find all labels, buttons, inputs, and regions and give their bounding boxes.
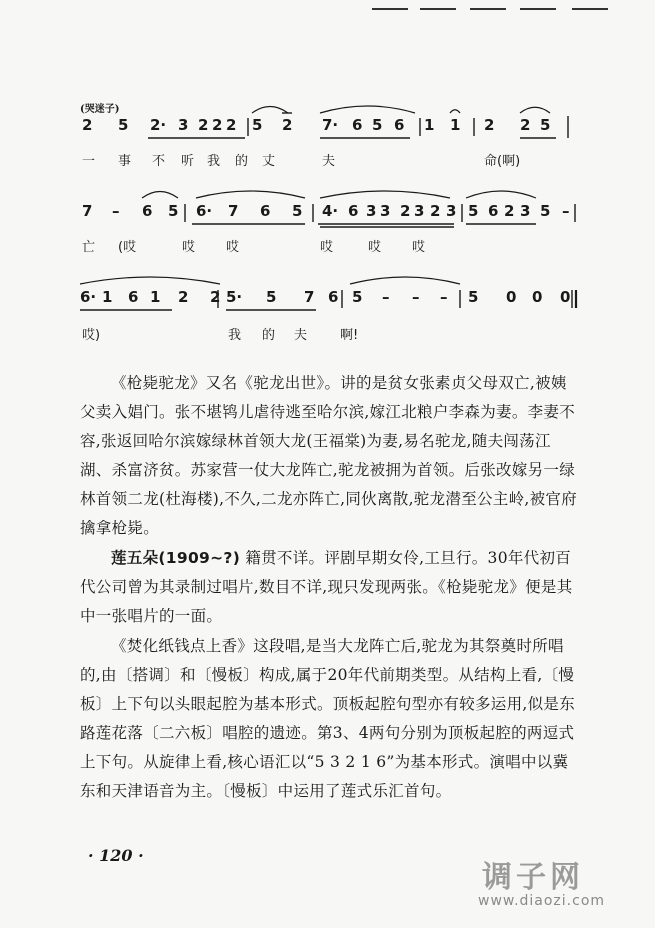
lyric: 一 — [82, 154, 96, 169]
lyric: 哎) — [82, 328, 101, 343]
note: 6 — [394, 116, 405, 134]
note: 5 — [468, 288, 479, 306]
lyric: 命(啊) — [484, 154, 521, 169]
lyric: 丈 — [262, 154, 276, 169]
note: 5 — [168, 202, 179, 220]
note: 6 — [348, 202, 359, 220]
note: 7· — [322, 116, 339, 134]
note: 1 — [102, 288, 113, 306]
note: 2 — [210, 288, 221, 306]
note: – — [382, 288, 390, 306]
note: 5 — [292, 202, 303, 220]
note: 7 — [304, 288, 315, 306]
note: 5 — [352, 288, 363, 306]
lyric: 哎 — [226, 240, 240, 255]
note: 2 — [430, 202, 441, 220]
note: 5 — [468, 202, 479, 220]
note: 3 — [366, 202, 377, 220]
note: 5 — [252, 116, 263, 134]
note: – — [440, 288, 448, 306]
note: 7 — [228, 202, 239, 220]
score-markings — [0, 0, 655, 360]
lyric: 的 — [235, 154, 249, 169]
note: 2 — [484, 116, 495, 134]
note: – — [412, 288, 420, 306]
note: 5· — [226, 288, 243, 306]
lyric: 我 — [207, 154, 221, 169]
lyric: 不 — [152, 154, 166, 169]
note: 0 — [560, 288, 571, 306]
note: 6· — [80, 288, 97, 306]
note: – — [112, 202, 120, 220]
note: 1 — [150, 288, 161, 306]
lyric: 我 — [228, 328, 242, 343]
note: 6· — [196, 202, 213, 220]
note: 5 — [540, 202, 551, 220]
note: 5 — [266, 288, 277, 306]
slur-mark — [466, 191, 536, 198]
slur-mark — [520, 107, 550, 113]
note: – — [562, 202, 570, 220]
note: 1 — [424, 116, 435, 134]
note: 2· — [150, 116, 167, 134]
watermark-title: 调子网 — [482, 860, 584, 895]
lyric: 哎 — [320, 240, 334, 255]
lyric: 啊! — [340, 328, 359, 343]
note: 5 — [540, 116, 551, 134]
lyric: 哎 — [368, 240, 382, 255]
note: 6 — [488, 202, 499, 220]
note: 6 — [142, 202, 153, 220]
slur-mark — [252, 107, 288, 114]
lyric: 夫 — [294, 328, 308, 343]
note: 6 — [128, 288, 139, 306]
note: 3 — [520, 202, 531, 220]
note: 3 — [380, 202, 391, 220]
note: 2 — [400, 202, 411, 220]
slur-mark — [142, 192, 178, 199]
note: 2 — [282, 116, 293, 134]
note: 6 — [328, 288, 339, 306]
lyric: 事 — [118, 154, 132, 169]
note: 0 — [506, 288, 517, 306]
lyric: (哎 — [118, 240, 137, 255]
note: 6 — [260, 202, 271, 220]
note: 3 — [414, 202, 425, 220]
note: 3 — [446, 202, 457, 220]
tune-label: (哭迷子) — [80, 104, 120, 115]
note: 2 — [226, 116, 237, 134]
note: 5 — [372, 116, 383, 134]
slur-mark — [450, 110, 460, 113]
note: 6 — [352, 116, 363, 134]
note: 7 — [82, 202, 93, 220]
lyric: 哎 — [182, 240, 196, 255]
slur-mark — [350, 277, 460, 284]
paragraph-text: 《焚化纸钱点上香》这段唱,是当大龙阵亡后,驼龙为其祭奠时所唱的,由〔搭调〕和〔慢板〕构成,属于20年代前期类型。从结构上看,〔慢板〕上下句以头眼起腔为基本形式。顶板起腔句型亦有较多运用,似是东路莲花落〔二六板〕唱腔的遗迹。第3、4两句分别为顶板起腔的两逗式上下句。从旋律上看,核心语汇以“5 3 2 1 6”为基本形式。演唱中以冀东和天津语音为主。〔慢板〕中运用了莲式乐汇首句。 — [80, 637, 576, 800]
lyric: 哎 — [412, 240, 426, 255]
performer-name: 莲五朵(1909~?) — [111, 549, 241, 567]
note: 2 — [178, 288, 189, 306]
slur-mark — [320, 191, 450, 198]
note: 0 — [532, 288, 543, 306]
note: 5 — [118, 116, 129, 134]
watermark-url: www.diaozi.com — [478, 893, 606, 909]
slur-mark — [196, 191, 305, 198]
paragraph-text: 《枪毙驼龙》又名《驼龙出世》。讲的是贫女张素贞父母双亡,被姨父卖入娼门。张不堪鸨儿虐待逃至哈尔滨,嫁江北粮户李森为妻。李妻不容,张返回哈尔滨嫁绿林首领大龙(王福棠)为妻,易名驼龙,随夫闯荡江湖、杀富济贫。苏家营一仗大龙阵亡,驼龙被拥为首领。后张改嫁另一绿林首领二龙(杜海楼),不久,二龙亦阵亡,同伙离散,驼龙潜至公主岭,被官府擒拿枪毙。 — [80, 374, 578, 537]
lyric: 听 — [181, 154, 195, 169]
lyric: 的 — [262, 328, 276, 343]
page-number: · 120 · — [88, 846, 144, 865]
music-score — [0, 0, 655, 360]
slur-mark — [320, 106, 415, 113]
paragraph-text: 籍贯不详。评剧早期女伶,工旦行。30年代初百代公司曾为其录制过唱片,数目不详,现只发现两张。《枪毙驼龙》便是其中一张唱片的一面。 — [80, 549, 573, 625]
note: 3 — [178, 116, 189, 134]
paragraph-performer — [80, 544, 580, 631]
lyric: 亡 — [82, 240, 96, 255]
note: 2 — [212, 116, 223, 134]
note: 4· — [322, 202, 339, 220]
note: 2 — [82, 116, 93, 134]
note: 2 — [504, 202, 515, 220]
note: 1 — [450, 116, 461, 134]
lyric: 夫 — [322, 154, 336, 169]
note: 2 — [198, 116, 209, 134]
paragraph-story — [80, 369, 580, 543]
note: 2 — [520, 116, 531, 134]
slur-mark — [80, 277, 220, 284]
paragraph-analysis — [80, 632, 580, 806]
